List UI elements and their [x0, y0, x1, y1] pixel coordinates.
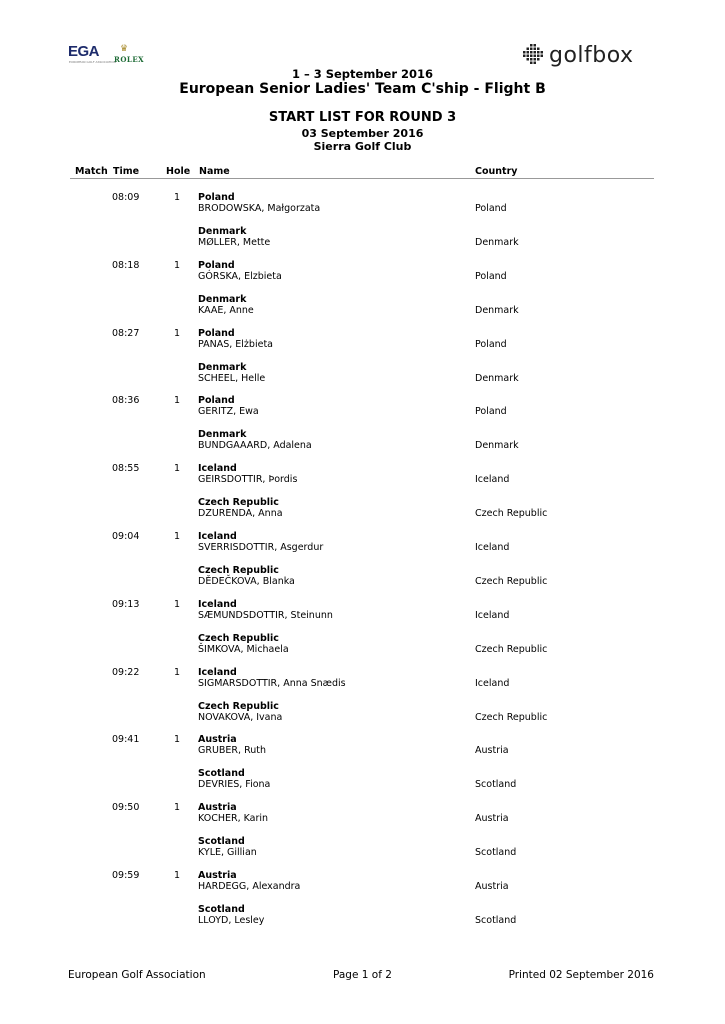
row-player-name: SIGMARSDOTTIR, Anna Snædis: [198, 677, 346, 689]
row-team: Denmark: [198, 361, 247, 373]
row-hole: 1: [174, 666, 181, 678]
row-country: Poland: [475, 338, 507, 350]
row-player-name: GERITZ, Ewa: [198, 406, 259, 418]
row-player-name: NOVAKOVA, Ivana: [198, 711, 283, 723]
row-player-name: HARDEGG, Alexandra: [198, 881, 301, 892]
row-team: Denmark: [198, 293, 247, 305]
row-player-name: DEVRIES, Fiona: [198, 779, 271, 791]
row-time: 08:09: [112, 192, 140, 203]
row-country: Austria: [475, 813, 509, 825]
row-team: Poland: [198, 327, 235, 339]
row-time: 08:55: [112, 463, 140, 475]
row-hole: 1: [174, 259, 181, 271]
row-time: 09:59: [112, 870, 140, 881]
table-row: [0, 599, 725, 633]
row-player-name: DĚDEČKOVA, Blanka: [198, 575, 295, 587]
row-country: Poland: [475, 203, 507, 214]
row-time: 09:22: [112, 666, 140, 678]
table-row: [0, 328, 725, 362]
row-player-name: ŠIMKOVA, Michaela: [198, 643, 289, 655]
table-row: [0, 362, 725, 396]
row-player-name: BRODOWSKA, Małgorzata: [198, 203, 321, 214]
row-hole: 1: [174, 463, 181, 475]
row-hole: 1: [174, 531, 181, 542]
row-country: Denmark: [475, 304, 519, 316]
row-player-name: SÆMUNDSDOTTIR, Steinunn: [198, 609, 333, 621]
row-time: 09:04: [112, 531, 140, 542]
row-country: Scotland: [475, 779, 517, 791]
row-team: Poland: [198, 192, 235, 203]
table-row: [0, 904, 725, 938]
row-hole: 1: [174, 734, 181, 746]
row-country: Denmark: [475, 236, 519, 248]
row-team: Iceland: [198, 463, 237, 475]
row-country: Denmark: [475, 440, 519, 452]
row-country: Scotland: [475, 847, 517, 859]
row-country: Scotland: [475, 914, 517, 926]
table-row: [0, 768, 725, 802]
row-player-name: MØLLER, Mette: [198, 236, 271, 248]
rolex-logo-text: ROLEX: [114, 55, 145, 64]
row-player-name: LLOYD, Lesley: [198, 914, 265, 926]
row-player-name: GRUBER, Ruth: [198, 745, 267, 757]
row-time: 09:41: [112, 734, 140, 746]
row-team: Czech Republic: [198, 700, 279, 712]
table-row: [0, 192, 725, 226]
row-hole: 1: [174, 598, 181, 610]
table-row: [0, 463, 725, 497]
row-country: Iceland: [475, 474, 510, 486]
row-team: Austria: [198, 870, 237, 881]
column-header-hole: Hole: [166, 166, 191, 177]
column-header-name: Name: [199, 166, 230, 177]
row-time: 08:18: [112, 259, 140, 271]
row-team: Poland: [198, 395, 235, 407]
table-row: [0, 260, 725, 294]
row-country: Iceland: [475, 677, 510, 689]
row-country: Austria: [475, 881, 509, 892]
table-row: [0, 429, 725, 463]
row-team: Denmark: [198, 429, 247, 441]
table-row: [0, 565, 725, 599]
row-player-name: GÓRSKA, Elzbieta: [198, 270, 282, 282]
row-team: Poland: [198, 259, 235, 271]
row-player-name: KOCHER, Karin: [198, 813, 269, 825]
footer-printed-date: Printed 02 September 2016: [508, 969, 654, 981]
club-name: Sierra Golf Club: [313, 140, 412, 153]
row-country: Iceland: [475, 609, 510, 621]
row-country: Poland: [475, 270, 507, 282]
golfbox-logo-text: golfbox: [549, 42, 634, 68]
table-row: [0, 294, 725, 328]
row-team: Denmark: [198, 225, 247, 237]
row-team: Scotland: [198, 903, 245, 915]
table-row: [0, 836, 725, 870]
row-team: Czech Republic: [198, 564, 279, 576]
table-row: [0, 734, 725, 768]
table-row: [0, 226, 725, 260]
row-player-name: SCHEEL, Helle: [198, 372, 266, 384]
ega-logo-subtitle: EUROPEAN GOLF ASSOCIATION: [69, 60, 116, 64]
footer-organisation: European Golf Association: [68, 969, 206, 981]
row-hole: 1: [174, 327, 181, 339]
row-team: Scotland: [198, 768, 245, 780]
table-row: [0, 633, 725, 667]
row-time: 08:27: [112, 327, 140, 339]
row-hole: 1: [174, 870, 181, 881]
row-player-name: PANAS, Elżbieta: [198, 338, 273, 350]
row-country: Poland: [475, 406, 507, 418]
ega-logo-text: EGA: [68, 43, 100, 60]
row-hole: 1: [174, 192, 181, 203]
table-row: [0, 531, 725, 565]
row-player-name: KAAE, Anne: [198, 304, 254, 316]
row-country: Iceland: [475, 542, 510, 553]
row-country: Czech Republic: [475, 508, 548, 520]
row-time: 09:50: [112, 802, 140, 814]
row-country: Austria: [475, 745, 509, 757]
row-time: 09:13: [112, 598, 140, 610]
row-team: Iceland: [198, 531, 237, 542]
row-time: 08:36: [112, 395, 140, 407]
row-team: Scotland: [198, 836, 245, 848]
table-row: [0, 802, 725, 836]
row-team: Austria: [198, 734, 237, 746]
row-player-name: DZURENDA, Anna: [198, 508, 283, 520]
row-team: Czech Republic: [198, 497, 279, 509]
row-player-name: SVERRISDOTTIR, Asgerdur: [198, 542, 324, 553]
row-country: Czech Republic: [475, 711, 548, 723]
row-player-name: GEIRSDOTTIR, Þordis: [198, 474, 298, 486]
row-country: Denmark: [475, 372, 519, 384]
event-dates: 1 – 3 September 2016: [291, 67, 434, 81]
round-date: 03 September 2016: [301, 127, 424, 140]
column-header-country: Country: [475, 166, 518, 177]
rolex-crown-icon: ♛: [120, 44, 129, 54]
row-country: Czech Republic: [475, 643, 548, 655]
row-player-name: BUNDGAAARD, Adalena: [198, 440, 312, 452]
row-player-name: KYLE, Gillian: [198, 847, 257, 859]
table-row: [0, 395, 725, 429]
row-team: Austria: [198, 802, 237, 814]
row-team: Czech Republic: [198, 632, 279, 644]
footer-page-number: Page 1 of 2: [333, 969, 392, 981]
row-country: Czech Republic: [475, 575, 548, 587]
page-title: START LIST FOR ROUND 3: [268, 110, 457, 125]
row-team: Iceland: [198, 666, 237, 678]
column-header-match: Match: [75, 166, 108, 177]
table-row: [0, 667, 725, 701]
table-row: [0, 701, 725, 735]
row-hole: 1: [174, 395, 181, 407]
table-row: [0, 870, 725, 904]
column-header-time: Time: [113, 166, 140, 177]
table-row: [0, 497, 725, 531]
event-title: European Senior Ladies' Team C'ship - Flight B: [179, 81, 546, 97]
row-hole: 1: [174, 802, 181, 814]
row-team: Iceland: [198, 598, 237, 610]
